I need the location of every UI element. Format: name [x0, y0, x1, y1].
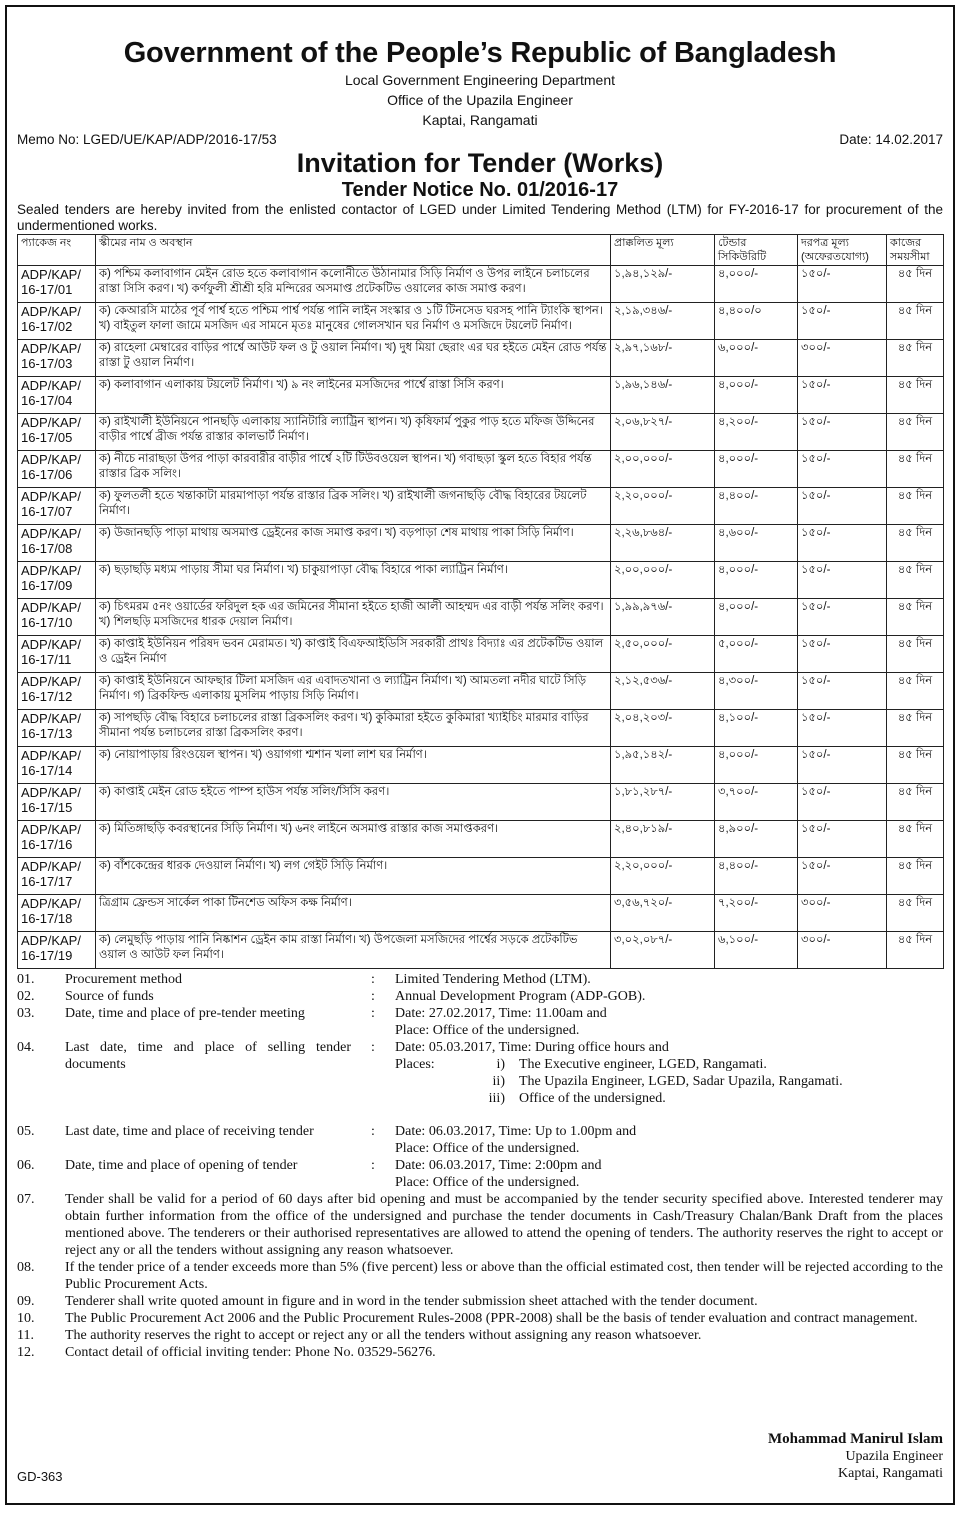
term-label: Date, time and place of pre-tender meeting: [65, 1006, 305, 1021]
cost-cell: ১,৮১,২৮৭/-: [611, 784, 715, 821]
table-row: [18, 821, 944, 858]
intro-paragraph: Sealed tenders are hereby invited from the enlisted contactor of LGED under Limited Tendering Method (LTM) for FY-2016-17 for procurement of the undermentioned works.: [17, 202, 943, 233]
header-cost: প্রাক্কলিত মূল্য: [611, 235, 715, 266]
table-row: [18, 895, 944, 932]
term-08: [17, 1259, 943, 1293]
term-value: Annual Development Program (ADP-GOB).: [395, 989, 646, 1004]
package-cell: ADP/KAP/ 16-17/07: [18, 488, 96, 525]
gd-code: GD-363: [17, 1469, 63, 1484]
table-row: [18, 562, 944, 599]
package-cell: ADP/KAP/ 16-17/11: [18, 636, 96, 673]
security-cell: ৭,২০০/-: [715, 895, 798, 932]
security-cell: ৪,৯০০/-: [715, 821, 798, 858]
doc-price-cell: ১৫০/-: [798, 525, 887, 562]
term-label: Source of funds: [65, 989, 154, 1004]
term-value-line: Date: 06.03.2017, Time: 2:00pm and: [395, 1158, 602, 1173]
security-cell: ৪,৪০০/-: [715, 858, 798, 895]
term-text: The authority reserves the right to accept or reject any or all the tenders without assigning any reason whatsoever.: [65, 1328, 702, 1343]
security-cell: ৫,০০০/-: [715, 636, 798, 673]
tender-notice-number: Tender Notice No. 01/2016-17: [341, 179, 619, 201]
table-row: [18, 599, 944, 636]
table-row: [18, 673, 944, 710]
time-cell: ৪৫ দিন: [887, 562, 944, 599]
term-number: 09.: [17, 1294, 35, 1309]
term-value: [395, 1039, 943, 1107]
security-cell: ৪,৪০০/-: [715, 488, 798, 525]
time-cell: ৪৫ দিন: [887, 266, 944, 303]
table-row: [18, 784, 944, 821]
package-cell: ADP/KAP/ 16-17/18: [18, 895, 96, 932]
signatory-designation: Upazila Engineer: [845, 1449, 943, 1464]
works-table: [17, 234, 944, 969]
memo-date: Date: 14.02.2017: [839, 132, 943, 147]
scheme-cell: ক) ছড়াছড়ি মধ্যম পাড়ায় সীমা ঘর নির্মাণ। খ) চাকুয়াপাড়া বৌদ্ধ বিহারে পাকা ল্যাট্রিন নির্মাণ।: [96, 562, 611, 599]
table-row: [18, 747, 944, 784]
security-cell: ৪,০০০/-: [715, 266, 798, 303]
time-cell: ৪৫ দিন: [887, 303, 944, 340]
package-cell: ADP/KAP/ 16-17/14: [18, 747, 96, 784]
doc-price-cell: ১৫০/-: [798, 821, 887, 858]
security-cell: ৪,১০০/-: [715, 710, 798, 747]
table-row: [18, 414, 944, 451]
cost-cell: ২,২৬,৮৬৪/-: [611, 525, 715, 562]
table-row: [18, 488, 944, 525]
memo-row: [17, 130, 943, 152]
security-cell: ৪,০০০/-: [715, 599, 798, 636]
signatory-location: Kaptai, Rangamati: [838, 1466, 943, 1481]
place-text: The Executive engineer, LGED, Rangamati.: [519, 1057, 767, 1072]
table-row: [18, 377, 944, 414]
cost-cell: ১,৯৬,১৪৬/-: [611, 377, 715, 414]
term-10: [17, 1310, 943, 1327]
place-line: [395, 1056, 943, 1073]
works-table-body: [18, 266, 944, 969]
cost-cell: ২,০০,০০০/-: [611, 562, 715, 599]
tender-notice-page: [5, 5, 955, 1505]
term-number: 04.: [17, 1040, 35, 1055]
table-row: [18, 932, 944, 969]
table-row: [18, 340, 944, 377]
scheme-cell: ক) কাপ্তাই মেইন রোড হইতে পাম্প হাউস পর্যন্ত সলিং/সিসি করণ।: [96, 784, 611, 821]
package-cell: ADP/KAP/ 16-17/04: [18, 377, 96, 414]
office-location: Kaptai, Rangamati: [422, 112, 538, 128]
package-cell: ADP/KAP/ 16-17/13: [18, 710, 96, 747]
term-value-line: Date: 05.03.2017, Time: During office hours and: [395, 1040, 669, 1055]
term-number: 08.: [17, 1260, 35, 1275]
cost-cell: ২,৫০,০০০/-: [611, 636, 715, 673]
place-number: iii): [488, 1091, 505, 1106]
time-cell: ৪৫ দিন: [887, 858, 944, 895]
scheme-cell: ক) পশ্চিম কলাবাগান মেইন রোড হতে কলাবাগান কলোনীতে উঠানামার সিড়ি নির্মাণ ও উপর লাইনে চলাচলের রাস্তা সিসি করণ। খ) কর্ণফুলী শ্রীশ্রী হরি মন্দিরের অসমাপ্ত প্রটেকটিভ ওয়ালের কাজ সমাপ্ত করণ।: [96, 266, 611, 303]
term-label: Last date, time and place of selling tender documents: [65, 1040, 351, 1072]
scheme-cell: ক) কেআরসি মাঠের পূর্ব পার্শ্ব হতে পশ্চিম পার্শ্ব পর্যন্ত পানি লাইন সংস্কার ও ১টি টিনসেড ঘরসহ পানি ট্যাংকি স্থাপন। খ) বাইতুল ফালা জামে মসজিদ এর সামনে মৃতঃ মানুষের গোলসখান ঘর নির্মাণ ও মসজিদে টয়লেট নির্মাণ।: [96, 303, 611, 340]
security-cell: ৪,৪০০/০: [715, 303, 798, 340]
term-09: [17, 1293, 943, 1310]
time-cell: ৪৫ দিন: [887, 451, 944, 488]
time-cell: ৪৫ দিন: [887, 673, 944, 710]
places-label: Places:: [395, 1057, 435, 1072]
term-number: 10.: [17, 1311, 35, 1326]
doc-price-cell: ৩০০/-: [798, 340, 887, 377]
scheme-cell: ক) লেমুছড়ি পাড়ায় পানি নিষ্কাশন ড্রেইন কাম রাস্তা নির্মাণ। খ) উপজেলা মসজিদের পার্শ্বের সড়কে প্রটেকটিভ ওয়াল ও আউট ফল নির্মাণ।: [96, 932, 611, 969]
time-cell: ৪৫ দিন: [887, 821, 944, 858]
package-cell: ADP/KAP/ 16-17/12: [18, 673, 96, 710]
header-package: প্যাকেজ নং: [18, 235, 96, 266]
cost-cell: ২,০৬,৮২৭/-: [611, 414, 715, 451]
doc-price-cell: ১৫০/-: [798, 451, 887, 488]
time-cell: ৪৫ দিন: [887, 340, 944, 377]
place-text: The Upazila Engineer, LGED, Sadar Upazila, Rangamati.: [519, 1074, 843, 1089]
scheme-cell: ক) কাপ্তাই ইউনিয়ন পরিষদ ভবন মেরামত। খ) কাপ্তাই বিএফআইডিসি সরকারী প্রাথঃ বিদ্যাঃ এর প্রটেকটিভ ওয়াল ও ড্রেইন নির্মাণ: [96, 636, 611, 673]
cost-cell: ২,৯৭,১৬৮/-: [611, 340, 715, 377]
term-value-line: Place: Office of the undersigned.: [395, 1141, 580, 1156]
scheme-cell: ক) নোয়াপাড়ায় রিংওয়েল স্থাপন। খ) ওয়াগগা শ্মশান খলা লাশ ঘর নির্মাণ।: [96, 747, 611, 784]
term-number: 06.: [17, 1158, 35, 1173]
office-name: Office of the Upazila Engineer: [387, 92, 573, 108]
table-row: [18, 266, 944, 303]
time-cell: ৪৫ দিন: [887, 488, 944, 525]
term-04: [17, 1039, 943, 1107]
scheme-cell: ক) উজানছড়ি পাড়া মাথায় অসমাপ্ত ড্রেইনের কাজ সমাপ্ত করণ। খ) বড়পাড়া শেষ মাথায় পাকা সিড়ি নির্মাণ।: [96, 525, 611, 562]
scheme-cell: ক) কাপ্তাই ইউনিয়নে আফছার টিলা মসজিদ এর এবাদতখানা ও ল্যাট্রিন নির্মাণ। খ) আমতলা নদীর ঘাটে সিড়ি নির্মাণ। গ) ব্রিকফিল্ড এলাকায় মুসলিম পাড়ায় সিড়ি নির্মাণ।: [96, 673, 611, 710]
cost-cell: ২,১৯,৩৪৬/-: [611, 303, 715, 340]
term-colon: :: [371, 1006, 375, 1021]
place-number: ii): [492, 1074, 505, 1089]
term-colon: :: [371, 989, 375, 1004]
security-cell: ৬,১০০/-: [715, 932, 798, 969]
term-07: [17, 1191, 943, 1259]
terms-section: [17, 971, 943, 1361]
term-11: [17, 1327, 943, 1344]
table-row: [18, 858, 944, 895]
time-cell: ৪৫ দিন: [887, 377, 944, 414]
term-03: [17, 1005, 943, 1039]
security-cell: ৩,৭০০/-: [715, 784, 798, 821]
signatory-name: Mohammad Manirul Islam: [767, 1431, 943, 1447]
place-line: [395, 1073, 943, 1090]
term-value-line: Date: 27.02.2017, Time: 11.00am and: [395, 1006, 607, 1021]
package-cell: ADP/KAP/ 16-17/09: [18, 562, 96, 599]
cost-cell: ২,০৪,২০৩/-: [611, 710, 715, 747]
doc-price-cell: ১৫০/-: [798, 488, 887, 525]
package-cell: ADP/KAP/ 16-17/16: [18, 821, 96, 858]
term-colon: :: [371, 972, 375, 987]
doc-price-cell: ১৫০/-: [798, 377, 887, 414]
scheme-cell: ক) বাঁশকেন্দ্রের ধারক দেওয়াল নির্মাণ। খ) লগ গেইট সিড়ি নির্মাণ।: [96, 858, 611, 895]
package-cell: ADP/KAP/ 16-17/01: [18, 266, 96, 303]
package-cell: ADP/KAP/ 16-17/05: [18, 414, 96, 451]
term-value: [395, 1005, 943, 1039]
term-number: 11.: [17, 1328, 34, 1343]
term-text: Tenderer shall write quoted amount in figure and in word in the tender submission sheet attached with the tender document.: [65, 1294, 758, 1309]
cost-cell: ২,২০,০০০/-: [611, 488, 715, 525]
package-cell: ADP/KAP/ 16-17/02: [18, 303, 96, 340]
header-scheme: স্কীমের নাম ও অবস্থান: [96, 235, 611, 266]
table-header-row: [18, 235, 944, 266]
term-value-line: Place: Office of the undersigned.: [395, 1175, 580, 1190]
header-security: টেন্ডার সিকিউরিটি: [715, 235, 798, 266]
package-cell: ADP/KAP/ 16-17/19: [18, 932, 96, 969]
security-cell: ৬,০০০/-: [715, 340, 798, 377]
doc-price-cell: ১৫০/-: [798, 636, 887, 673]
term-number: 02.: [17, 989, 35, 1004]
term-number: 03.: [17, 1006, 35, 1021]
time-cell: ৪৫ দিন: [887, 710, 944, 747]
time-cell: ৪৫ দিন: [887, 895, 944, 932]
place-line: [395, 1090, 943, 1107]
term-text: Contact detail of official inviting tender: Phone No. 03529-56276.: [65, 1345, 436, 1360]
scheme-cell: ক) কলাবাগান এলাকায় টয়লেট নির্মাণ। খ) ৯ নং লাইনের মসজিদের পার্শ্বে রাস্তা সিসি করণ।: [96, 377, 611, 414]
term-colon: :: [371, 1124, 375, 1139]
term-label: Date, time and place of opening of tender: [65, 1158, 298, 1173]
table-row: [18, 525, 944, 562]
package-cell: ADP/KAP/ 16-17/17: [18, 858, 96, 895]
doc-price-cell: ১৫০/-: [798, 710, 887, 747]
cost-cell: ২,১২,৫৩৬/-: [611, 673, 715, 710]
term-number: 01.: [17, 972, 35, 987]
package-cell: ADP/KAP/ 16-17/08: [18, 525, 96, 562]
security-cell: ৪,২০০/-: [715, 414, 798, 451]
security-cell: ৪,০০০/-: [715, 377, 798, 414]
package-cell: ADP/KAP/ 16-17/06: [18, 451, 96, 488]
doc-price-cell: ১৫০/-: [798, 562, 887, 599]
time-cell: ৪৫ দিন: [887, 414, 944, 451]
term-number: 05.: [17, 1124, 35, 1139]
cost-cell: ৩,০২,০৮৭/-: [611, 932, 715, 969]
scheme-cell: ক) রাহেলা মেম্বারের বাড়ির পার্শ্বে আউট ফল ও টু ওয়াল নির্মাণ। খ) দুধ মিয়া ছেরাং এর ঘর হইতে মেইন রোড পর্যন্ত রাস্তা টু ওয়াল নির্মাণ।: [96, 340, 611, 377]
term-06: [17, 1157, 943, 1191]
term-label: Procurement method: [65, 972, 183, 987]
cost-cell: ২,০০,০০০/-: [611, 451, 715, 488]
cost-cell: ২,২০,০০০/-: [611, 858, 715, 895]
header-time: কাজের সময়সীমা: [887, 235, 944, 266]
table-row: [18, 636, 944, 673]
table-row: [18, 451, 944, 488]
time-cell: ৪৫ দিন: [887, 747, 944, 784]
term-value-line: Date: 06.03.2017, Time: Up to 1.00pm and: [395, 1124, 637, 1139]
doc-price-cell: ১৫০/-: [798, 266, 887, 303]
term-colon: :: [371, 1040, 375, 1055]
security-cell: ৪,০০০/-: [715, 747, 798, 784]
scheme-cell: ক) সাপছড়ি বৌদ্ধ বিহারে চলাচলের রাস্তা ব্রিকসলিং করণ। খ) কুকিমারা হইতে কুকিমারা খ্যাইচিং মারমার বাড়ির সীমানা পর্যন্ত চলাচলের রাস্তা ব্রিকসলিং করণ।: [96, 710, 611, 747]
term-value-line: Place: Office of the undersigned.: [395, 1023, 580, 1038]
package-cell: ADP/KAP/ 16-17/10: [18, 599, 96, 636]
cost-cell: ১,৯৫,১৪২/-: [611, 747, 715, 784]
scheme-cell: ক) ফুলতলী হতে খন্তাকাটা মারমাপাড়া পর্যন্ত রাস্তার ব্রিক সলিং। খ) রাইখালী জগনাছড়ি বৌদ্ধ বিহারের টয়লেট নির্মাণ।: [96, 488, 611, 525]
doc-price-cell: ১৫০/-: [798, 858, 887, 895]
security-cell: ৪,০০০/-: [715, 562, 798, 599]
scheme-cell: ত্রিগ্রাম ফ্রেন্ডস সার্কেল পাকা টিনশেড অফিস কক্ষ নির্মাণ।: [96, 895, 611, 932]
scheme-cell: ক) নীচে নারাছড়া উপর পাড়া কারবারীর বাড়ীর পার্শ্বে ২টি টিউবওয়েল স্থাপন। খ) গবাছড়া স্কুল হতে বিহার পর্যন্ত রাস্তার ব্রিক সলিং।: [96, 451, 611, 488]
doc-price-cell: ৩০০/-: [798, 895, 887, 932]
time-cell: ৪৫ দিন: [887, 636, 944, 673]
department-name: Local Government Engineering Department: [344, 72, 616, 88]
cost-cell: ২,৪০,৮১৯/-: [611, 821, 715, 858]
place-number: i): [496, 1057, 505, 1072]
term-colon: :: [371, 1158, 375, 1173]
term-text: If the tender price of a tender exceeds more than 5% (five percent) less or above than the official estimated cost, then tender will be rejected according to the Public Procurement Acts.: [65, 1260, 943, 1292]
table-row: [18, 710, 944, 747]
place-text: Office of the undersigned.: [519, 1091, 666, 1106]
scheme-cell: ক) রাইখালী ইউনিয়নে পানছড়ি এলাকায় স্যানিটারি ল্যাট্রিন স্থাপন। খ) কৃষিফার্ম পুকুর পাড় হতে মফিজ উদ্দিনের বাড়ীর পার্শ্বে ব্রীজ পর্যন্ত রাস্তার কালভার্ট নির্মাণ।: [96, 414, 611, 451]
doc-price-cell: ১৫০/-: [798, 747, 887, 784]
term-02: [17, 988, 943, 1005]
term-value: Limited Tendering Method (LTM).: [395, 972, 591, 987]
doc-price-cell: ১৫০/-: [798, 414, 887, 451]
term-value: [395, 1123, 943, 1157]
security-cell: ৪,৬০০/-: [715, 525, 798, 562]
time-cell: ৪৫ দিন: [887, 784, 944, 821]
doc-price-cell: ৩০০/-: [798, 932, 887, 969]
doc-price-cell: ১৫০/-: [798, 599, 887, 636]
cost-cell: ৩,৫৬,৭২০/-: [611, 895, 715, 932]
invitation-heading: Invitation for Tender (Works): [296, 148, 664, 178]
term-text: Tender shall be valid for a period of 60 days after bid opening and must be accompanied by the tender security specified above. Interested tenderer may obtain further information from the office of the undersigned and purchase the tender documents in Cash/Treasury Chalan/Bank Draft from the places mentioned above. The tenderers or their authorised representatives are allowed to attend the opening of tenders. The authority reserves the right to accept or reject any or all the tenders without assigning any reason whatsoever.: [65, 1192, 943, 1258]
signature-block: [768, 1431, 943, 1482]
header-doc-price: দরপত্র মূল্য (অফেরতযোগ্য): [798, 235, 887, 266]
doc-price-cell: ১৫০/-: [798, 784, 887, 821]
security-cell: ৪,৩০০/-: [715, 673, 798, 710]
term-label: Last date, time and place of receiving tender: [65, 1124, 314, 1139]
term-01: [17, 971, 943, 988]
time-cell: ৪৫ দিন: [887, 599, 944, 636]
doc-price-cell: ১৫০/-: [798, 673, 887, 710]
time-cell: ৪৫ দিন: [887, 525, 944, 562]
table-row: [18, 303, 944, 340]
term-value: [395, 1157, 943, 1191]
cost-cell: ১,৯৯,৯৭৬/-: [611, 599, 715, 636]
term-05: [17, 1123, 943, 1157]
cost-cell: ১,৯৪,১২৯/-: [611, 266, 715, 303]
term-text: The Public Procurement Act 2006 and the Public Procurement Rules-2008 (PPR-2008) shall be the basis of tender evaluation and contract management.: [65, 1311, 918, 1326]
term-number: 12.: [17, 1345, 35, 1360]
term-number: 07.: [17, 1192, 35, 1207]
doc-price-cell: ১৫০/-: [798, 303, 887, 340]
security-cell: ৪,০০০/-: [715, 451, 798, 488]
package-cell: ADP/KAP/ 16-17/03: [18, 340, 96, 377]
scheme-cell: ক) চিৎমরম ৫নং ওয়ার্ডের ফরিদুল হক এর জমিনের সীমানা হইতে হাজী আলী আহম্মদ এর বাড়ী পর্যন্ত সলিং করণ। খ) শিলছড়ি মসজিদের ধারক দেয়াল নির্মাণ।: [96, 599, 611, 636]
package-cell: ADP/KAP/ 16-17/15: [18, 784, 96, 821]
time-cell: ৪৫ দিন: [887, 932, 944, 969]
memo-number: Memo No: LGED/UE/KAP/ADP/2016-17/53: [17, 132, 277, 147]
scheme-cell: ক) মিতিঙ্গাছড়ি কবরস্থানের সিড়ি নির্মাণ। খ) ৬নং লাইনে অসমাপ্ত রাস্তার কাজ সমাপ্তকরণ।: [96, 821, 611, 858]
term-12: [17, 1344, 943, 1361]
page-title: Government of the People’s Republic of Bangladesh: [123, 37, 837, 69]
